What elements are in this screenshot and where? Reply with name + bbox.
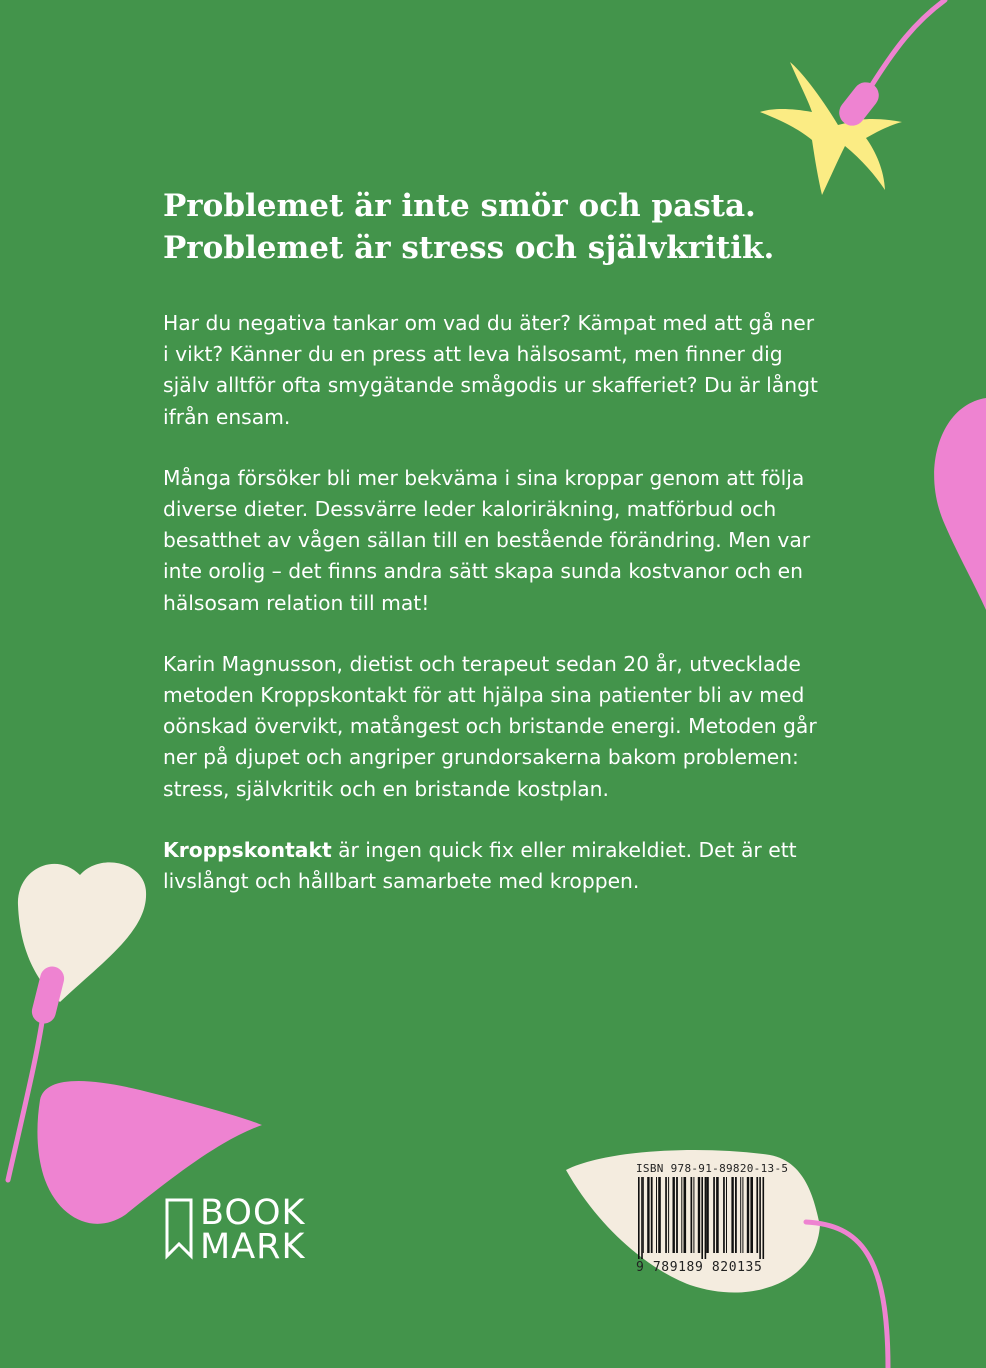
barcode-bar	[684, 1177, 687, 1253]
publisher-line-2: MARK	[200, 1227, 306, 1267]
paragraph-1: Har du negativa tankar om vad du äter? Kämpat med att gå ner i vikt? Känner du en press att leva hälsosamt, men finner dig själv alltför ofta smygätande smågodis ur skafferiet? Du är långt ifrån ensam.	[163, 311, 818, 429]
barcode-bar	[658, 1177, 661, 1253]
barcode-bar	[742, 1177, 743, 1253]
barcode-leaf-stem	[806, 1222, 888, 1368]
barcode-bar	[665, 1177, 667, 1253]
barcode-bar	[673, 1177, 675, 1253]
barcode-guard-bar	[759, 1177, 761, 1259]
barcode-bars	[636, 1177, 786, 1259]
barcode-guard-bar	[705, 1177, 707, 1259]
back-cover-text	[163, 308, 823, 927]
barcode-bar	[735, 1177, 737, 1253]
paragraph-4-bold: Kroppskontakt	[163, 837, 332, 862]
headline	[163, 185, 883, 269]
headline-line-1: Problemet är inte smör och pasta.	[163, 188, 756, 224]
barcode-guard-bar	[638, 1177, 640, 1259]
top-stem	[870, 0, 945, 88]
cream-heart-petal	[18, 862, 146, 1002]
barcode-bar	[713, 1177, 715, 1253]
barcode-bar	[647, 1177, 649, 1253]
barcode-bar	[691, 1177, 693, 1253]
left-stem	[8, 1022, 42, 1180]
paragraph-2: Många försöker bli mer bekväma i sina kroppar genom att följa diverse dieter. Dessvärre leder kaloriräkning, matförbud och besatthet av vågen sällan till en bestående förändring. Men var inte orolig – det finns andra sätt skapa sunda kostvanor och en hälsosam relation till mat!	[163, 465, 811, 615]
headline-line-2: Problemet är stress och självkritik.	[163, 230, 775, 266]
isbn-label: ISBN 978-91-89820-13-5	[636, 1162, 789, 1175]
barcode-bar	[747, 1177, 749, 1253]
barcode-bar	[656, 1177, 657, 1253]
barcode-bar	[643, 1177, 644, 1253]
barcode-bar	[676, 1177, 678, 1253]
barcode-bar	[731, 1177, 733, 1253]
barcode-bar	[698, 1177, 700, 1253]
paragraph-4-rest: är ingen quick fix eller mirakeldiet. Det är ett livslångt och hållbart samarbete med kroppen.	[163, 837, 797, 894]
barcode-bar	[723, 1177, 725, 1253]
bookmark-icon	[164, 1198, 194, 1260]
barcode-bar	[750, 1177, 753, 1253]
publisher-logo	[164, 1193, 306, 1267]
barcode-bar	[726, 1177, 727, 1253]
paragraph-3: Karin Magnusson, dietist och terapeut sedan 20 år, utvecklade metoden Kroppskontakt för att hjälpa sina patienter bli av med oönskad övervikt, matångest och bristande energi. Metoden går ner på djupet och angriper grundorsakerna bakom problemen: stress, självkritik och en bristande kostplan.	[163, 651, 817, 801]
yellow-flower	[760, 62, 902, 195]
barcode-guard-bar	[763, 1177, 765, 1259]
barcode-bar	[681, 1177, 682, 1253]
barcode-bar	[693, 1177, 694, 1253]
right-pink-leaf	[934, 398, 986, 610]
barcode-bar	[668, 1177, 669, 1253]
barcode-bar	[740, 1177, 741, 1253]
barcode-bar	[716, 1177, 719, 1253]
paragraph-4	[163, 835, 823, 897]
barcode-guard-bar	[641, 1177, 643, 1259]
barcode-bar	[756, 1177, 758, 1253]
isbn-barcode	[636, 1162, 788, 1275]
publisher-line-1: BOOK	[200, 1193, 306, 1233]
barcode-bar	[651, 1177, 653, 1253]
barcode-bar	[706, 1177, 709, 1253]
barcode-digits: 9 789189 820135	[636, 1260, 763, 1275]
barcode-guard-bar	[701, 1177, 703, 1259]
